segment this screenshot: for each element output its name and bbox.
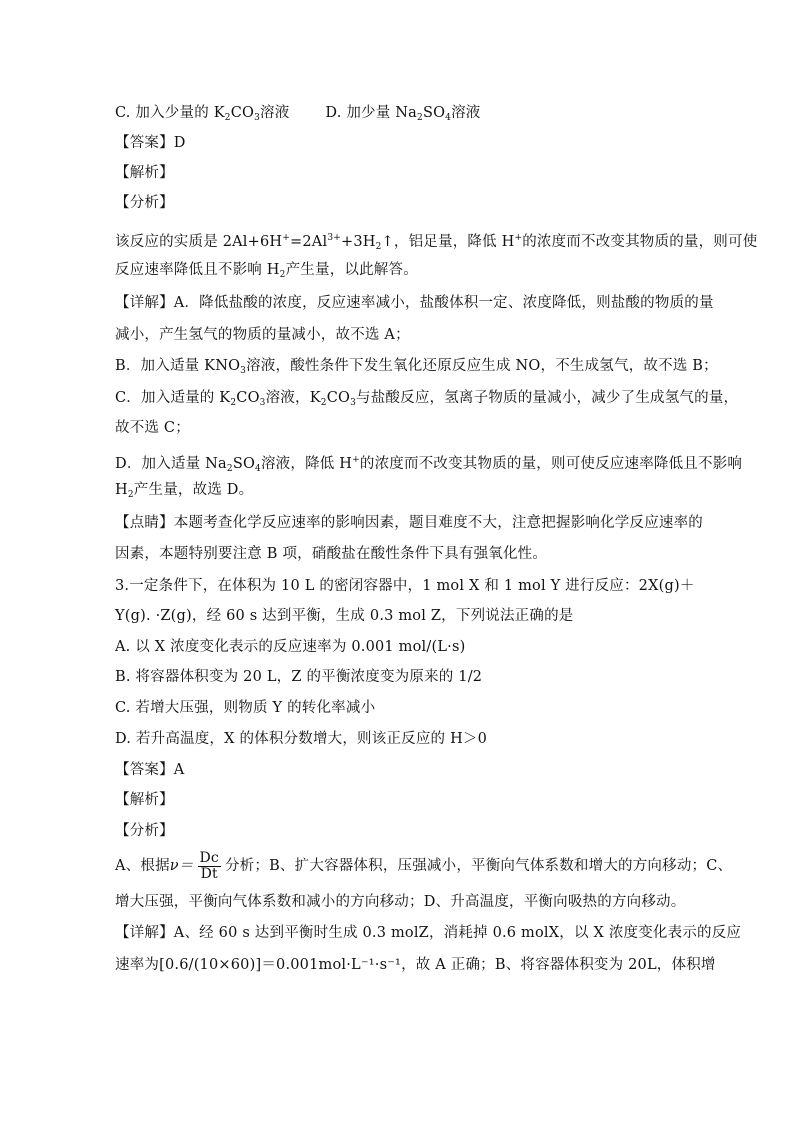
- answer-label: 【答案】D: [115, 135, 186, 151]
- question-3-stem-2: Y(g). ·Z(g)，经 60 s 达到平衡，生成 0.3 mol Z，下列说法正确的是: [115, 608, 574, 624]
- option-d: D. 若升高温度，X 的体积分数增大，则该正反应的 H＞0: [115, 731, 488, 747]
- option-c: C. 若增大压强，则物质 Y 的转化率减小: [115, 700, 376, 716]
- fenxi-label-2: 【分析】: [115, 823, 174, 839]
- fenxi-label: 【分析】: [115, 195, 174, 211]
- analysis-label-2: 【解析】: [115, 792, 174, 808]
- option-a: A. 以 X 浓度变化表示的反应速率为 0.001 mol/(L·s): [115, 639, 466, 655]
- analysis-text-1: 该反应的实质是 $2Al+6H^+=2Al^{3+}+3H_2↑$，铝足量，降低 H+的浓度而不改变其物质的量，则可使: [115, 233, 758, 252]
- analysis-text-2: 反应速率降低且不影响 $H_2$产生量，以此解答。: [115, 262, 418, 280]
- detail-c-1: C．加入适量的 $K_2CO_3$溶液，$K_2CO_3$与盐酸反应，氢离子物质的量减小，减少了生成氢气的量，: [115, 390, 739, 408]
- analysis-label: 【解析】: [115, 165, 174, 181]
- analysis-formula-line: A、根据ν＝ $\frac{Dc}{Dt}$ 分析；B、扩大容器体积，压强减小，平衡向气体系数和增大的方向移动；C、: [115, 849, 733, 882]
- answer-label-2: 【答案】A: [115, 762, 185, 778]
- detail-d-1: D．加入适量 $Na_2SO_4$溶液，降低 H+的浓度而不改变其物质的量，则可使反应速率降低且不影响: [115, 455, 743, 474]
- detail-a-2: 减小，产生氢气的物质的量减小，故不选 A；: [115, 327, 410, 343]
- question-3-stem-1: 3.一定条件下，在体积为 10 L 的密闭容器中，1 mol X 和 1 mol Y 进行反应：2X(g)＋: [115, 578, 695, 594]
- detail-2-line-2: 速率为[0.6/(10×60)]＝0.001mol·L⁻¹·s⁻¹，故 A 正确；B、将容器体积变为 20L，体积增: [115, 957, 716, 973]
- rate-fraction: $\frac{Dc}{Dt}$: [199, 849, 219, 882]
- detail-b: B．加入适量 $KNO_3$溶液，酸性条件下发生氧化还原反应生成 NO，不生成氢气，故不选 B；: [115, 358, 718, 376]
- detail-d-2: $H_2$产生量，故选 D。: [115, 482, 254, 500]
- option-c-d: C. 加入少量的 $K_2CO_3$溶液 D. 加少量 $Na_2SO_4$溶液: [115, 105, 481, 123]
- tip-2: 因素，本题特别要注意 B 项，硝酸盐在酸性条件下具有强氧化性。: [115, 546, 548, 562]
- tip-1: 【点睛】本题考查化学反应速率的影响因素，题目难度不大，注意把握影响化学反应速率的: [115, 515, 703, 531]
- option-b: B. 将容器体积变为 20 L，Z 的平衡浓度变为原来的 1/2: [115, 669, 483, 685]
- detail-2-line-1: 【详解】A、经 60 s 达到平衡时生成 0.3 molZ，消耗掉 0.6 molX，以 X 浓度变化表示的反应: [115, 925, 742, 941]
- analysis-text-3: 增大压强，平衡向气体系数和减小的方向移动；D、升高温度，平衡向吸热的方向移动。: [115, 894, 686, 910]
- detail-a-1: 【详解】A．降低盐酸的浓度，反应速率减小，盐酸体积一定、浓度降低，则盐酸的物质的量: [115, 295, 714, 311]
- detail-c-2: 故不选 C；: [115, 420, 190, 436]
